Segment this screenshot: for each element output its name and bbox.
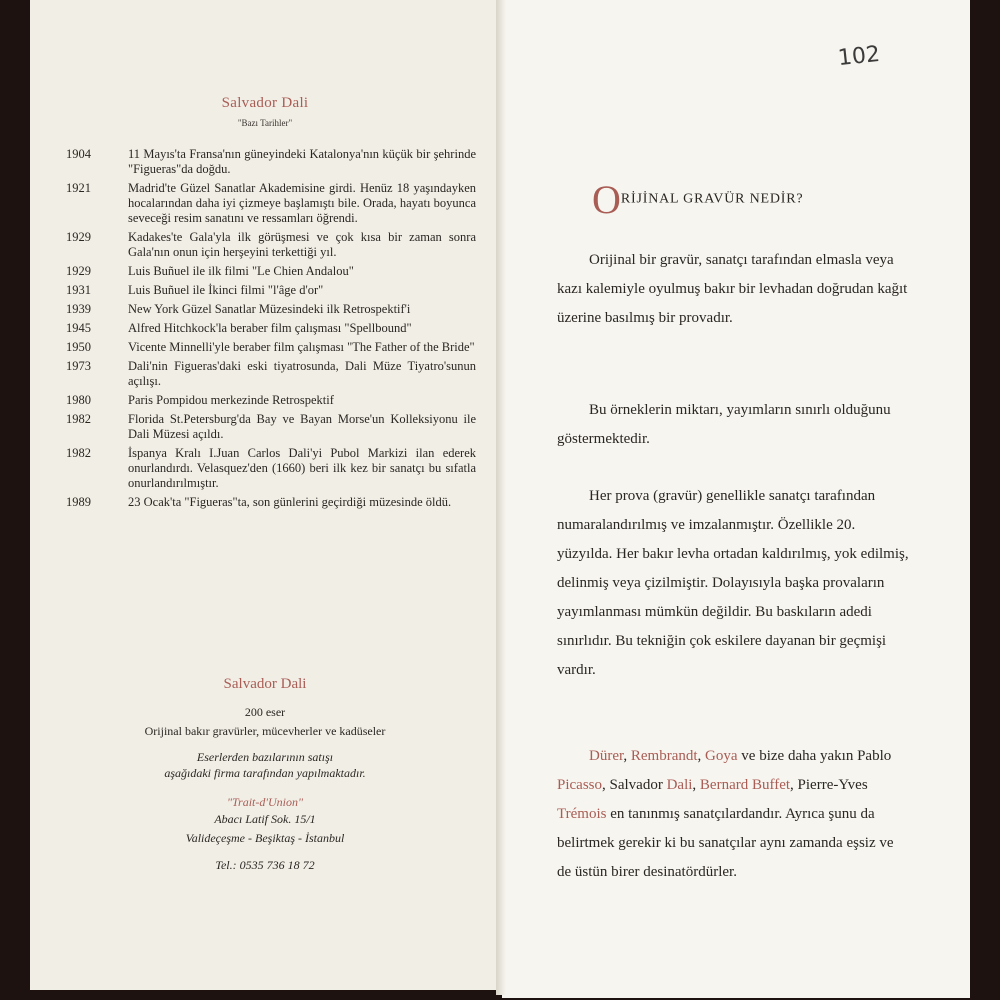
promo-count: 200 eser	[244, 705, 286, 719]
artist-picasso-first: Pablo	[857, 748, 892, 764]
timeline-row	[66, 321, 476, 336]
separator: ,	[790, 777, 798, 793]
artist-tremois-first: Pierre-Yves	[797, 777, 868, 793]
paragraph-3	[557, 482, 909, 685]
paragraph-1	[557, 246, 909, 333]
paragraph-4	[557, 742, 909, 887]
left-subtitle: "Bazı Tarihler"	[237, 118, 293, 128]
timeline-year: 1921	[66, 181, 91, 195]
paragraph-4-rest: en tanınmış sanatçılardandır. Ayrıca şunu da belirtmek gerekir ki bu sanatçılar aynı zamanda eşsiz ve de üstün birer desinatördürler.	[557, 806, 894, 880]
timeline-year: 1973	[66, 359, 91, 373]
timeline-row	[66, 302, 476, 317]
timeline-year: 1980	[66, 393, 91, 407]
paragraph-2	[557, 396, 909, 454]
artist-goya: Goya	[705, 748, 738, 764]
timeline-year: 1982	[66, 446, 91, 460]
timeline-row	[66, 264, 476, 279]
left-title: Salvador Dali	[221, 95, 309, 111]
timeline-text: Alfred Hitchkock'la beraber film çalışması "Spellbound"	[128, 321, 412, 335]
sale-line-1: Eserlerden bazılarının satışı	[196, 750, 334, 764]
phone-number: Tel.: 0535 736 18 72	[215, 858, 315, 872]
separator: ,	[697, 748, 706, 764]
paragraph-3-text: Her prova (gravür) genellikle sanatçı tarafından numaralandırılmış ve imzalanmıştır. Özellikle 20. yüzyılda. Her bakır levha ortadan kaldırılmış, yok edilmiş, delinmiş veya çizilmiştir. Dolayısıyla başka provaların yayımlanması mümkün değildir. Bu baskıların adedi sınırlıdır. Bu tekniğin çok eskilere dayanan bir geçmişi vardır.	[557, 488, 909, 678]
address-line-1: Abacı Latif Sok. 15/1	[214, 812, 316, 826]
timeline-year: 1939	[66, 302, 91, 316]
artist-tremois-last: Trémois	[557, 806, 607, 822]
timeline-row	[66, 412, 476, 442]
paragraph-2-text: Bu örneklerin miktarı, yayımların sınırlı olduğunu göstermektedir.	[557, 402, 891, 447]
artist-rembrandt: Rembrandt	[630, 748, 698, 764]
timeline-row	[66, 393, 476, 408]
separator: ,	[692, 777, 700, 793]
timeline-year: 1931	[66, 283, 91, 297]
timeline-year: 1904	[66, 147, 91, 161]
timeline-year: 1945	[66, 321, 91, 335]
separator: ,	[623, 748, 631, 764]
timeline-row	[66, 340, 476, 355]
promo-title: Salvador Dali	[223, 676, 307, 692]
heading-rest: RİJİNAL GRAVÜR NEDİR?	[620, 191, 804, 207]
timeline-text: 23 Ocak'ta "Figueras"ta, son günlerini geçirdiği müzesinde öldü.	[128, 495, 452, 509]
artist-picasso-last: Picasso	[557, 777, 602, 793]
artist-dali-first: Salvador	[609, 777, 663, 793]
timeline-text: Paris Pompidou merkezinde Retrospektif	[128, 393, 334, 407]
promo-description: Orijinal bakır gravürler, mücevherler ve kadüseler	[144, 724, 386, 738]
separator: ,	[602, 777, 610, 793]
paragraph-4-mid: ve bize daha yakın	[737, 748, 858, 764]
artist-durer: Dürer	[589, 748, 624, 764]
timeline-row	[66, 230, 476, 260]
artist-buffet-first: Bernard	[699, 777, 749, 793]
timeline-text: Vicente Minnelli'yle beraber film çalışması "The Father of the Bride"	[128, 340, 475, 354]
timeline-row	[66, 446, 476, 491]
timeline-year: 1929	[66, 264, 91, 278]
heading-initial: O	[592, 177, 621, 222]
timeline-row	[66, 495, 476, 510]
timeline-text: Kadakes'te Gala'yla ilk görüşmesi ve çok kısa bir zaman sonra Gala'nın onun için herşeyini terkettiği yıl.	[128, 230, 476, 259]
timeline-row	[66, 147, 476, 177]
timeline-text: Luis Buñuel ile İkinci filmi "l'âge d'or"	[128, 283, 324, 297]
handwritten-note: 102	[836, 41, 882, 72]
timeline-row	[66, 181, 476, 226]
timeline	[66, 147, 476, 514]
timeline-text: İspanya Kralı I.Juan Carlos Dali'yi Pubol Markizi ilan ederek onurlandırdı. Velasquez'den (1660) beri ilk kez bir sanatçı bu sıfatla onurlandırılmıştır.	[128, 446, 476, 490]
address-line-2: Valideçeşme - Beşiktaş - İstanbul	[185, 831, 345, 845]
timeline-row	[66, 283, 476, 298]
sale-line-2: aşağıdaki firma tarafından yapılmaktadır.	[164, 766, 366, 780]
company-name: "Trait-d'Union"	[227, 795, 303, 809]
timeline-year: 1982	[66, 412, 91, 426]
timeline-text: Madrid'te Güzel Sanatlar Akademisine girdi. Henüz 18 yaşındayken hocalarından daha iyi çizmeye başlamıştı bile. Orada, hayatı boyunca seveceği resim sanatını ve ressamları öğrendi.	[128, 181, 476, 225]
artist-buffet-last: Buffet	[748, 777, 791, 793]
timeline-year: 1989	[66, 495, 91, 509]
timeline-text: Dali'nin Figueras'daki eski tiyatrosunda, Dali Müze Tiyatro'sunun açılışı.	[128, 359, 476, 388]
artist-dali-last: Dali	[662, 777, 693, 793]
timeline-year: 1950	[66, 340, 91, 354]
timeline-year: 1929	[66, 230, 91, 244]
paragraph-1-text: Orijinal bir gravür, sanatçı tarafından elmasla veya kazı kalemiyle oyulmuş bakır bir levhadan doğrudan kağıt üzerine basılmış bir provadır.	[557, 252, 908, 326]
sales-info	[30, 676, 500, 873]
timeline-text: 11 Mayıs'ta Fransa'nın güneyindeki Katalonya'nın küçük bir şehrinde "Figueras"da doğdu.	[128, 147, 476, 176]
timeline-text: Luis Buñuel ile ilk filmi "Le Chien Andalou"	[128, 264, 354, 278]
timeline-text: Florida St.Petersburg'da Bay ve Bayan Morse'un Kolleksiyonu ile Dali Müzesi açıldı.	[128, 412, 476, 441]
right-heading	[592, 176, 803, 223]
timeline-row	[66, 359, 476, 389]
timeline-text: New York Güzel Sanatlar Müzesindeki ilk Retrospektif'i	[128, 302, 411, 316]
